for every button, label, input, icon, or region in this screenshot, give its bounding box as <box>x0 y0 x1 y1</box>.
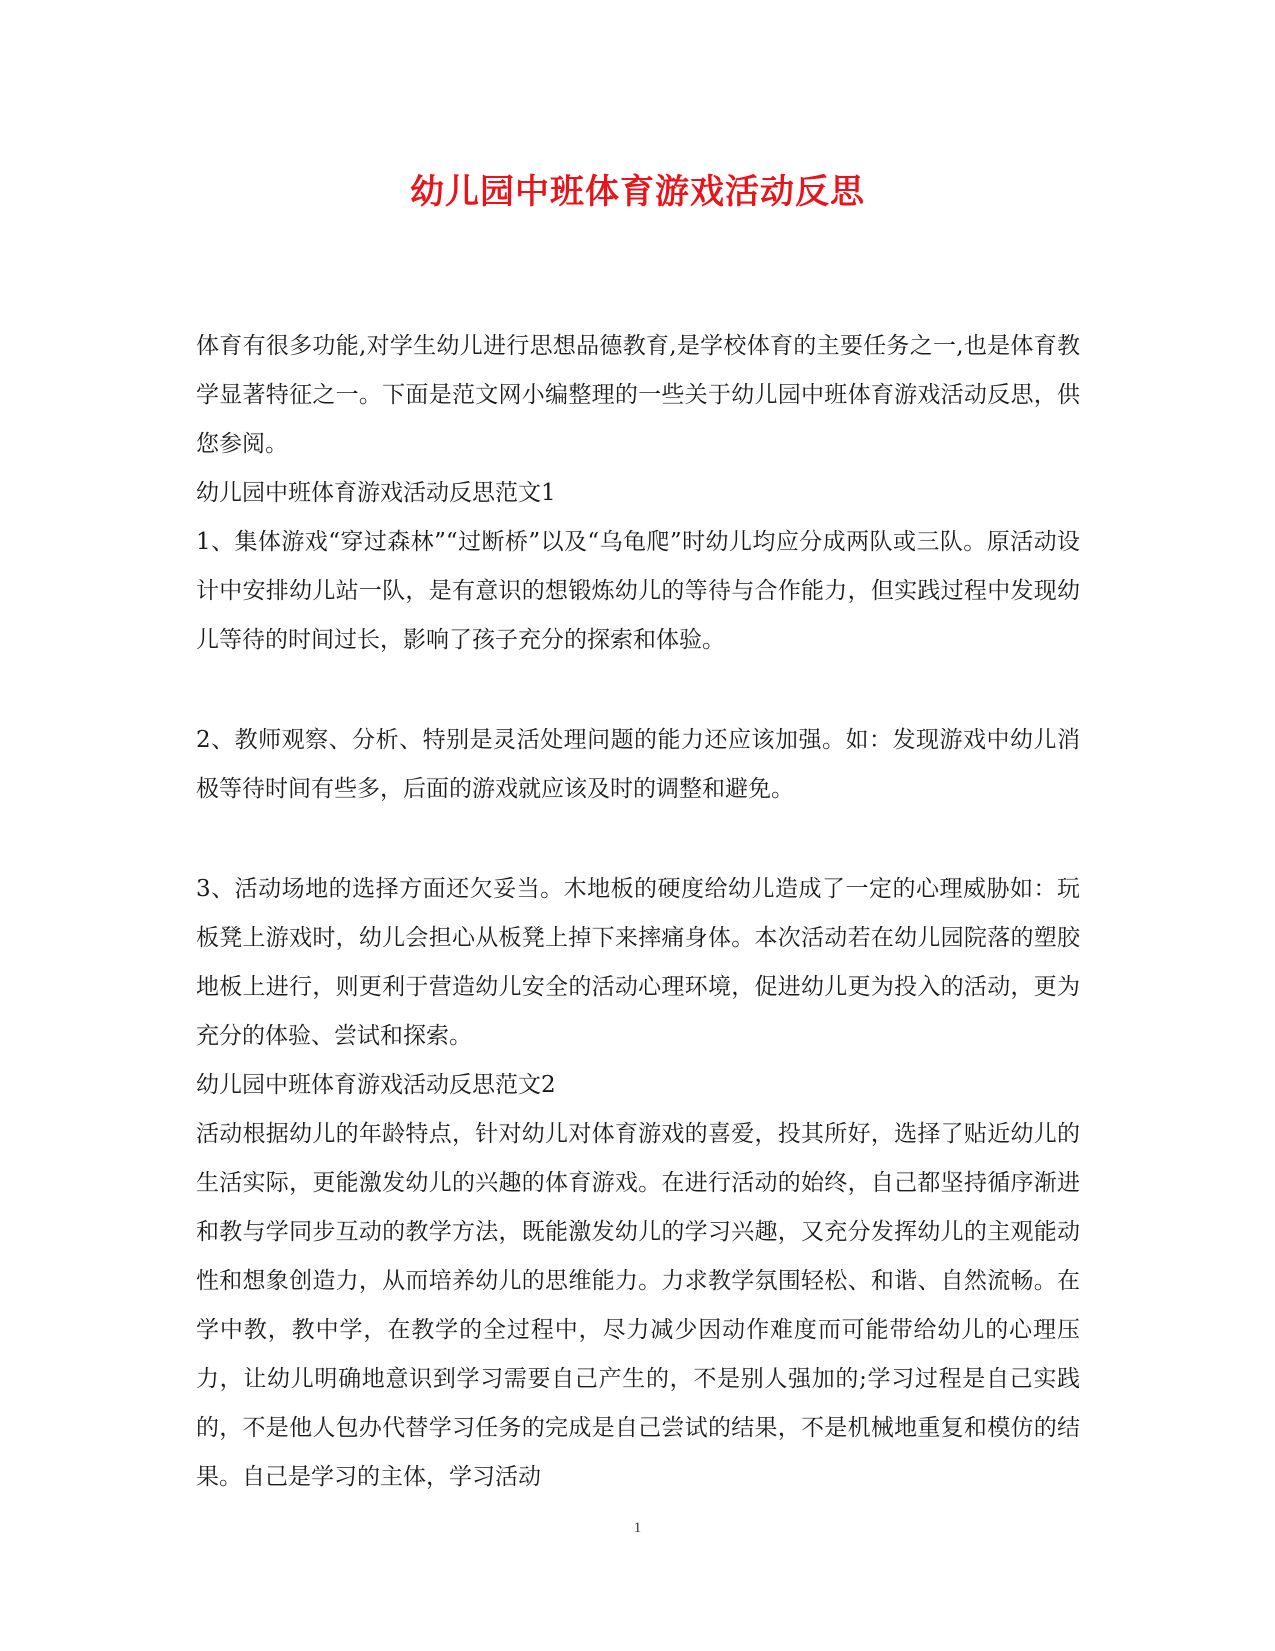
document-body <box>196 322 1080 1502</box>
intro-paragraph: 体育有很多功能,对学生幼儿进行思想品德教育,是学校体育的主要任务之一,也是体育教学显著特征之一。下面是范文网小编整理的一些关于幼儿园中班体育游戏活动反思，供您参阅。 <box>196 333 1080 457</box>
page-number: 1 <box>633 1520 642 1536</box>
paragraph-item-2: 2、教师观察、分析、特别是灵活处理问题的能力还应该加强。如：发现游戏中幼儿消极等待时间有些多，后面的游戏就应该及时的调整和避免。 <box>196 727 1080 802</box>
paragraph-body-2: 活动根据幼儿的年龄特点，针对幼儿对体育游戏的喜爱，投其所好，选择了贴近幼儿的生活实际，更能激发幼儿的兴趣的体育游戏。在进行活动的始终，自己都坚持循序渐进和教与学同步互动的教学方法，既能激发幼儿的学习兴趣，又充分发挥幼儿的主观能动性和想象创造力，从而培养幼儿的思维能力。力求教学氛围轻松、和谐、自然流畅。在学中教，教中学，在教学的全过程中，尽力减少因动作难度而可能带给幼儿的心理压力，让幼儿明确地意识到学习需要自己产生的，不是别人强加的;学习过程是自己实践的，不是他人包办代替学习任务的完成是自己尝试的结果，不是机械地重复和模仿的结果。自己是学习的主体，学习活动 <box>196 1121 1080 1490</box>
section-heading-2: 幼儿园中班体育游戏活动反思范文2 <box>196 1072 556 1098</box>
paragraph-item-1: 1、集体游戏“穿过森林”“过断桥”以及“乌龟爬”时幼儿均应分成两队或三队。原活动设计中安排幼儿站一队，是有意识的想锻炼幼儿的等待与合作能力，但实践过程中发现幼儿等待的时间过长，影响了孩子充分的探索和体验。 <box>196 529 1080 653</box>
paragraph-item-3: 3、活动场地的选择方面还欠妥当。木地板的硬度给幼儿造成了一定的心理威胁如：玩板凳上游戏时，幼儿会担心从板凳上掉下来摔痛身体。本次活动若在幼儿园院落的塑胶地板上进行，则更利于营造幼儿安全的活动心理环境，促进幼儿更为投入的活动，更为充分的体验、尝试和探索。 <box>196 876 1080 1049</box>
document-title: 幼儿园中班体育游戏活动反思 <box>410 172 865 212</box>
section-heading-1: 幼儿园中班体育游戏活动反思范文1 <box>196 480 556 506</box>
